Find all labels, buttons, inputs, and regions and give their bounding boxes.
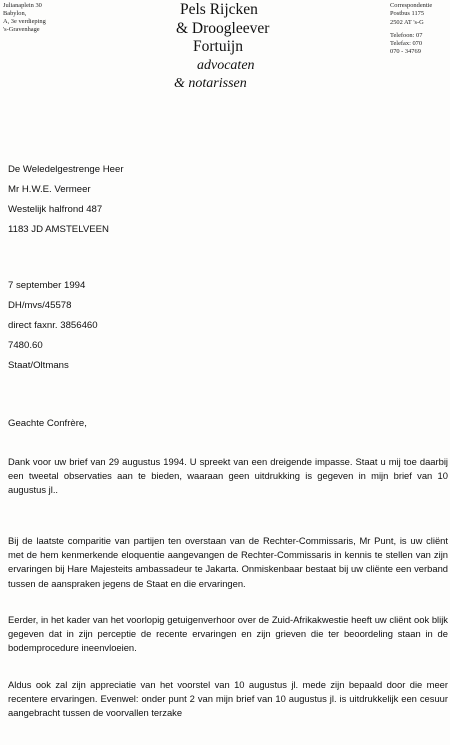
office-address (3, 2, 46, 34)
office-address-line: 's-Gravenhage (3, 26, 40, 33)
correspondence-address (390, 2, 432, 57)
office-address-line: Babylon, (3, 10, 27, 17)
firm-name-line: Fortuijn (193, 38, 243, 55)
file-number: 7480.60 (8, 340, 43, 351)
letter-references (8, 276, 98, 376)
recipient-line: Westelijk halfrond 487 (8, 204, 103, 215)
direct-fax: direct faxnr. 3856460 (8, 320, 98, 331)
firm-name-line: & Droogleever (176, 19, 270, 37)
body-paragraph: Dank voor uw brief van 29 augustus 1994. U spreekt van een dreigende impasse. Staat u mij toe daarbij een tweetal observaties aan te bieden, waaraan geen uitdrukking is gegeven in mijn brief van 10 augustus jl.. (8, 456, 448, 496)
correspondence-line: 2502 AT 's-G (390, 18, 424, 26)
body-paragraph: Aldus ook zal zijn appreciatie van het voorstel van 10 augustus jl. mede zijn bepaald door die meer recentere ervaringen. Evenwel: onder punt 2 van mijn brief van 10 augustus jl. is uitdrukkelijk een cesuur aangebracht tussen de voorvallen terzake (8, 679, 448, 719)
body-paragraph: Bij de laatste comparitie van partijen ten overstaan van de Rechter-Commissaris, Mr Punt, is uw cliënt met de hem kenmerkende eloquentie aangevangen de Rechter-Commissaris in kennis te stellen van zijn ervaringen bij Hare Majesteits ambassadeur te Jakarta. Onmiskenbaar bestaat bij uw cliënte een verband tussen de aanspraken jegens de Staat en die ervaringen. (8, 535, 448, 589)
correspondence-line: Correspondentie (390, 2, 433, 9)
salutation: Geachte Confrère, (8, 418, 87, 429)
case-name: Staat/Oltmans (8, 360, 69, 371)
phone-line: Telefoon: 07 (390, 31, 423, 39)
recipient-line: De Weledelgestrenge Heer (8, 164, 124, 175)
recipient-line: Mr H.W.E. Vermeer (8, 184, 91, 195)
firm-letterhead (174, 1, 324, 93)
recipient-address (8, 160, 124, 240)
phone-line: 070 - 34769 (390, 48, 421, 56)
office-address-line: A, 3e verdieping (3, 18, 46, 25)
firm-name-line: Pels Rijcken (180, 1, 258, 18)
firm-profession-line: advocaten (197, 57, 255, 73)
letter-date: 7 september 1994 (8, 280, 86, 291)
body-paragraph: Eerder, in het kader van het voorlopig getuigenverhoor over de Zuid-Afrikakwestie heeft uw cliënt ook blijk gegeven dat in zijn perceptie de recente ervaringen en zijn grieven die ter beoordeling staan in de bodemprocedure ineenvloeien. (8, 614, 448, 654)
reference-code: DH/mvs/45578 (8, 300, 72, 311)
phone-line: Telefax: 070 (390, 40, 423, 48)
correspondence-line: Postbus 1175 (390, 10, 425, 18)
firm-profession-line: & notarissen (174, 75, 247, 91)
recipient-line: 1183 JD AMSTELVEEN (8, 224, 109, 235)
office-address-line: Julianaplein 30 (3, 2, 42, 9)
